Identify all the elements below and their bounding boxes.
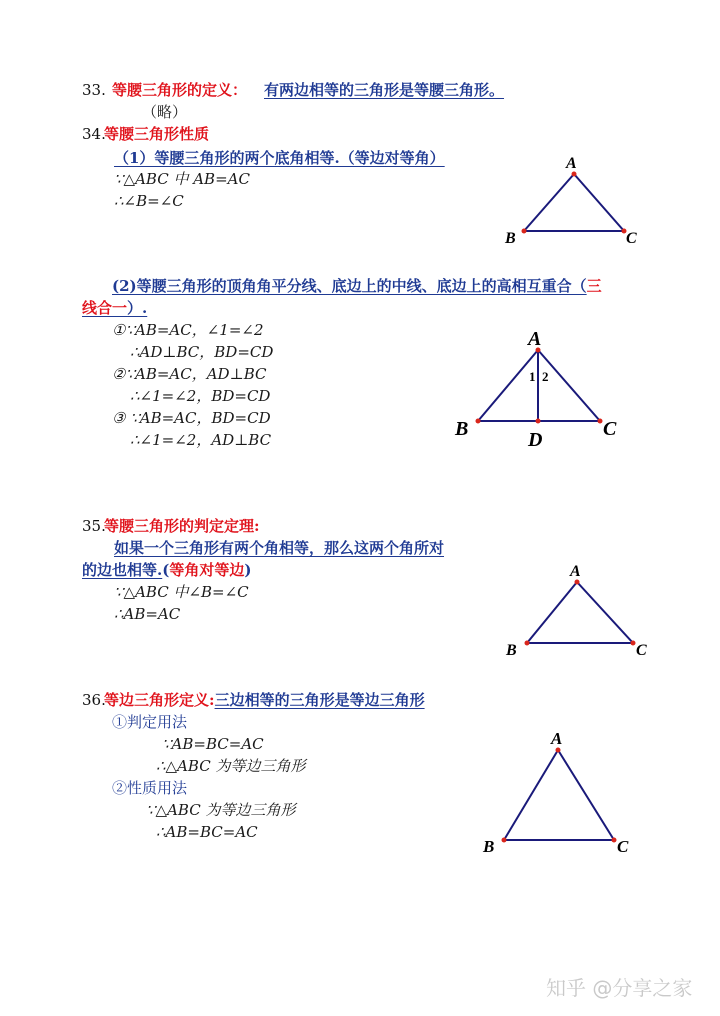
triangle-2-label-c: C <box>603 418 617 440</box>
s34-number: 34. <box>82 125 106 143</box>
figure-triangle-3 <box>505 563 647 659</box>
triangle-2-angle-1: 1 <box>529 369 536 384</box>
triangle-3-label-a: A <box>570 563 581 580</box>
triangle-1-point-b <box>522 229 527 234</box>
triangle-3-point-a <box>575 580 580 585</box>
s36-colon: : <box>209 691 215 709</box>
s34-property-1: （1）等腰三角形的两个底角相等.（等边对等角） <box>114 149 445 167</box>
triangle-4-label-a: A <box>551 729 563 748</box>
s34-p2-red-1: 三 <box>586 277 602 295</box>
s33-definition: 有两边相等的三角形是等腰三角形。 <box>264 81 505 99</box>
s35-number: 35. <box>82 517 106 535</box>
figure-triangle-1 <box>504 155 637 247</box>
triangle-1-shape <box>524 174 624 231</box>
s34-line-1: ①∵AB=AC，∠1=∠2 <box>112 321 264 339</box>
triangle-2-point-d <box>536 419 541 424</box>
s33-note: （略） <box>142 103 188 121</box>
s34-line-2: ∴AD⊥BC，BD=CD <box>130 343 274 361</box>
s34-line-3: ②∵AB=AC，AD⊥BC <box>112 365 267 383</box>
s35-paren-close: ) <box>244 561 252 579</box>
s36-method-1: ①判定用法 <box>112 713 188 731</box>
s34-line-5: ③ ∵AB=AC，BD=CD <box>112 409 271 427</box>
triangle-4-point-c <box>612 838 617 843</box>
s35-paren-open: ( <box>162 561 170 579</box>
triangle-4-shape <box>504 750 614 840</box>
figure-triangle-4 <box>482 729 629 856</box>
s36-m2-conclusion: ∴AB=BC=AC <box>156 823 258 841</box>
triangle-1-label-b: B <box>505 230 516 247</box>
s36-number: 36. <box>82 691 106 709</box>
s33-title-text: 等腰三角形的定义 <box>112 81 233 99</box>
s34-line-6: ∴∠1=∠2，AD⊥BC <box>130 431 272 449</box>
s34-p2-red-2: 线合一 <box>82 299 128 317</box>
triangle-4-point-a <box>556 748 561 753</box>
triangle-4-point-b <box>502 838 507 843</box>
triangle-1-label-c: C <box>626 230 637 247</box>
s35-title: 等腰三角形的判定定理: <box>104 517 260 535</box>
triangle-3-point-b <box>525 641 530 646</box>
s33-number: 33. <box>82 81 106 99</box>
triangle-3-label-c: C <box>636 642 647 659</box>
s34-p2-end: ）. <box>127 299 148 317</box>
s34-line-4: ∴∠1=∠2，BD=CD <box>130 387 271 405</box>
triangle-2-label-b: B <box>455 418 469 440</box>
s34-p1-conclusion: ∴∠B=∠C <box>114 192 184 210</box>
s35-given: ∵△ABC 中∠B=∠C <box>114 583 249 601</box>
s36-m1-conclusion: ∴△ABC 为等边三角形 <box>156 757 306 775</box>
triangle-2-point-c <box>598 419 603 424</box>
s36-m1-given: ∵AB=BC=AC <box>162 735 264 753</box>
s36-definition: 三边相等的三角形是等边三角形 <box>214 691 425 709</box>
watermark: 知乎 @分享之家 <box>546 976 693 1000</box>
figure-triangle-2 <box>454 328 617 451</box>
s36-method-2: ②性质用法 <box>112 779 188 797</box>
triangle-3-point-c <box>631 641 636 646</box>
s35-line-1: 如果一个三角形有两个角相等，那么这两个角所对 <box>114 539 445 557</box>
triangle-1-point-a <box>572 172 577 177</box>
s35-conclusion: ∴AB=AC <box>114 605 181 623</box>
triangle-3-shape <box>527 582 633 643</box>
triangle-3-label-b: B <box>506 642 517 659</box>
s33-colon: ： <box>232 81 248 99</box>
s34-p2-text: (2)等腰三角形的顶角角平分线、底边上的中线、底边上的高相互重合（ <box>112 277 587 295</box>
triangle-2-label-a: A <box>528 328 542 350</box>
s36-title-text: 等边三角形定义 <box>104 691 210 709</box>
s34-p1-given: ∵△ABC 中 AB=AC <box>114 170 250 188</box>
s34-title: 等腰三角形性质 <box>104 125 210 143</box>
triangle-4-label-b: B <box>483 837 495 856</box>
s36-m2-given: ∵△ABC 为等边三角形 <box>146 801 296 819</box>
s35-line-2-text: 的边也相等. <box>82 561 163 579</box>
triangle-1-label-a: A <box>566 155 577 172</box>
triangle-2-label-d: D <box>528 429 543 451</box>
triangle-2-angle-2: 2 <box>542 369 549 384</box>
triangle-4-label-c: C <box>617 837 629 856</box>
s35-red: 等角对等边 <box>169 561 245 579</box>
triangle-2-point-b <box>476 419 481 424</box>
